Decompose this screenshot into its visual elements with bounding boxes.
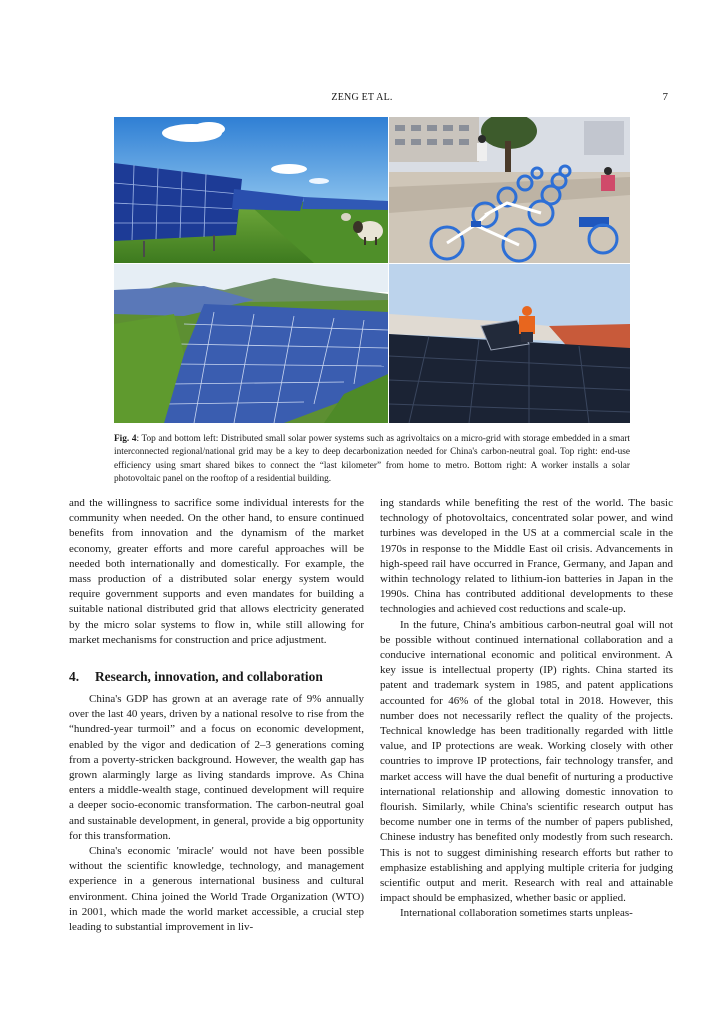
running-header — [0, 92, 724, 106]
running-title: ZENG ET AL. — [331, 92, 393, 103]
section-title: Research, innovation, and collaboration — [95, 669, 323, 685]
photo-shared-bikes — [389, 117, 630, 263]
paragraph: China's GDP has grown at an average rate of 9% annually over the last 40 years, driven by a national resolve to rise from the “hundred-year turmoil” and a focus on economic development, enabled by the vigor and dedication of 2–3 generations coming from a poverty-stricken background. However, the wealth gap has grown alarmingly large as living standards improve. As China enters a middle-wealth stage, continued development will require a deeper socio-economic transformation. The carbon-neutral goal and sustainable development, in general, provide a big opportunity for this transformation. — [69, 693, 364, 842]
photo-hillside-solar-farm — [114, 264, 388, 423]
figure-label: Fig. 4 — [114, 434, 137, 444]
paragraph: International collaboration sometimes starts unpleas- — [400, 907, 633, 920]
figure-caption — [114, 433, 630, 486]
paragraph: China's economic 'miracle' would not have been possible without the scientific knowledge, technology, and management experience in a generous international business and cultural environment. China joined the World Trade Organization (WTO) in 2001, which made the world market accessible, a crucial step leading to substantial improvement in liv- — [69, 845, 364, 934]
paragraph: In the future, China's ambitious carbon-neutral goal will not be possible without continued international collaboration and a conducive international economic and political environment. A key issue is intellectual property (IP) rights. China started its patent and trademark system in 1985, and patent applications accounted for 46% of the global total in 2018. However, this number does not necessarily reflect the quality of the projects. Technical knowledge has been traditionally regarded with little value, and IP protections are weak. Working closely with other countries to improve IP protections, fair technology transfer, and market access will have the dual benefit of nurturing a productive international relationship and allowing domestic innovation to flourish. Similarly, while China's scientific research output has become number one in terms of the number of papers published, Chinese industry has benefited only modestly from such research. This is not to suggest diminishing research efforts but rather to emphasize establishing and applying multiple criteria for judging scientific output and merit. Research with real and attainable impact should be emphasized, whether basic or applied. — [380, 618, 673, 905]
page-number: 7 — [662, 91, 668, 103]
section-heading — [69, 669, 364, 685]
right-column — [380, 496, 673, 922]
photo-rooftop-solar-installer — [389, 264, 630, 423]
left-column — [69, 496, 364, 935]
section-number: 4. — [69, 669, 80, 685]
figure-caption-text: : Top and bottom left: Distributed small solar power systems such as agrivoltaics on a micro-grid with storage embedded in a smart interconnected regional/national grid may be a key to deep decarbonization needed for China's carbon-neutral goal. Top right: end-use efficiency using smart shared bikes to connect the “last kilometer” from home to metro. Bottom right: A worker installs a solar photovoltaic panel on the rooftop of a residential building. — [114, 434, 630, 484]
paragraph: and the willingness to sacrifice some individual interests for the community when needed. On the other hand, to ensure continued benefits from innovation and the dynamism of the market economy, greater efforts and more careful approaches will be needed both internationally and domestically. For example, the mass production of a distributed solar energy system would require government supports and even mandates for building a suitable national distributed grid that allows electricity generated by the micro solar systems to flow in, while still allowing for market mechanisms for construction and price adjustment. — [69, 497, 364, 646]
paragraph: ing standards while benefiting the rest of the world. The basic technology of photovoltaics, concentrated solar power, and wind turbines was developed in the US at a commercial scale in the 1970s in response to the Middle East oil crisis. Advancements in high-speed rail have occurred in France, Germany, and Japan and within technology related to lithium-ion batteries in Japan in the 1990s. China has contributed additional developments to these technologies and achieved cost reductions and scale-up. — [380, 497, 673, 616]
photo-agrivoltaics-sheep — [114, 117, 388, 263]
figure-4 — [114, 117, 630, 423]
